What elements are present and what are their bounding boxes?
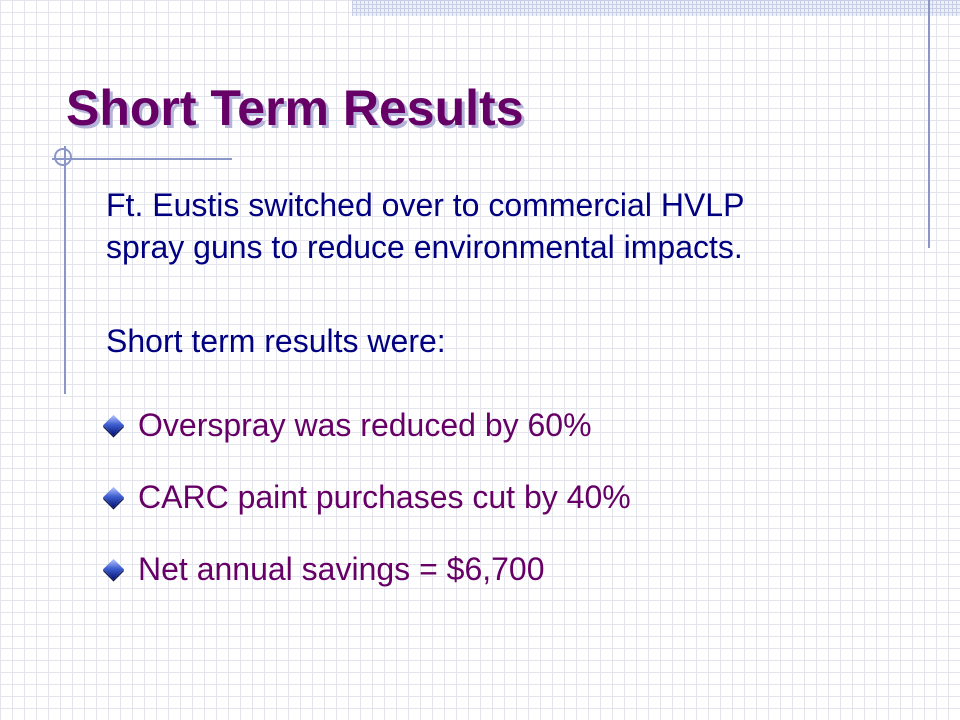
diamond-bullet-icon [103, 558, 124, 579]
bullet-item-overspray [106, 402, 631, 448]
bullet-item-carc-paint [106, 474, 631, 520]
intro-paragraph [106, 184, 744, 268]
intro-paragraph-line-1: Ft. Eustis switched over to commercial HVLP [106, 187, 745, 223]
bullet-item-savings [106, 546, 631, 592]
left-vertical-rule [64, 146, 66, 394]
diamond-bullet-icon [103, 414, 124, 435]
diamond-bullet-icon [103, 486, 124, 507]
results-bullet-list [106, 402, 631, 618]
bullet-text: Overspray was reduced by 60% [138, 407, 592, 443]
intro-paragraph-line-2: spray guns to reduce environmental impacts. [106, 229, 743, 265]
top-decorative-band [352, 0, 960, 16]
crosshair-ornament [54, 148, 72, 166]
right-vertical-rule [928, 0, 930, 248]
bullet-text: CARC paint purchases cut by 40% [138, 479, 631, 515]
title-underline-rule [52, 158, 232, 160]
slide-title: Short Term Results [66, 80, 524, 136]
bullet-text: Net annual savings = $6,700 [138, 551, 545, 587]
results-intro: Short term results were: [106, 323, 446, 359]
